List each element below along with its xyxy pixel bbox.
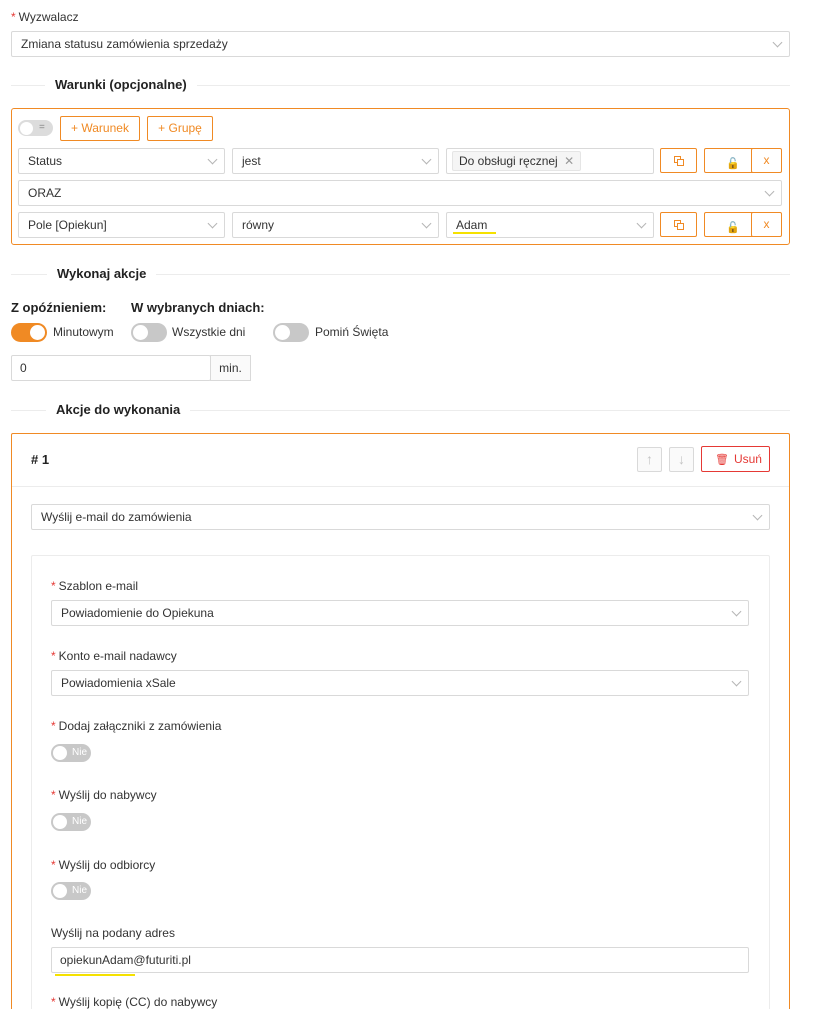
chevron-down-icon	[208, 155, 218, 165]
chevron-down-icon	[765, 187, 775, 197]
toggle-knob	[30, 325, 45, 340]
chevron-down-icon	[732, 607, 742, 617]
toggle-knob	[133, 325, 148, 340]
toggle-knob	[53, 884, 67, 898]
highlight-underline	[453, 232, 496, 234]
condition-field-value: Status	[28, 154, 63, 168]
minutes-toggle[interactable]	[11, 323, 47, 342]
add-condition-button[interactable]: + Warunek	[60, 116, 140, 141]
toggle-knob	[275, 325, 290, 340]
copy-icon	[674, 220, 685, 230]
conditions-title: Warunki (opcjonalne)	[45, 77, 197, 92]
copy-icon	[674, 156, 685, 166]
template-value: Powiadomienie do Opiekuna	[61, 606, 214, 620]
unlock-icon: 🔓	[726, 222, 740, 234]
condition-field-value: Pole [Opiekun]	[28, 218, 107, 232]
attach-label: * Dodaj załączniki z zamówienia	[51, 719, 222, 733]
connector-select[interactable]	[18, 180, 782, 206]
chevron-down-icon	[732, 677, 742, 687]
move-up-button[interactable]	[637, 447, 662, 472]
minutes-label: Minutowym	[53, 325, 114, 339]
toggle-text: Nie	[72, 747, 88, 758]
condition-value: Adam	[456, 218, 488, 232]
send-buyer-toggle[interactable]	[51, 813, 91, 831]
chevron-down-icon	[208, 219, 218, 229]
condition-field-select[interactable]	[18, 148, 225, 174]
address-input[interactable]: opiekunAdam@futuriti.pl	[51, 947, 749, 973]
duplicate-button[interactable]	[660, 148, 697, 173]
execute-title: Wykonaj akcje	[47, 266, 156, 281]
chevron-down-icon	[753, 511, 763, 521]
remove-condition-button[interactable]: x	[751, 212, 782, 237]
trigger-value: Zmiana statusu zamówienia sprzedaży	[21, 37, 228, 51]
delete-action-button[interactable]	[701, 446, 770, 472]
condition-value-select[interactable]	[446, 212, 654, 238]
condition-operator-value: jest	[242, 154, 261, 168]
toggle-text: =	[39, 122, 45, 133]
skip-holidays-label: Pomiń Święta	[315, 325, 389, 339]
send-recipient-label: * Wyślij do odbiorcy	[51, 858, 156, 872]
condition-operator-select[interactable]	[232, 148, 439, 174]
template-select[interactable]	[51, 600, 749, 626]
arrow-down-icon: ↓	[678, 451, 685, 467]
account-select[interactable]	[51, 670, 749, 696]
connector-value: ORAZ	[28, 186, 62, 200]
action-header-divider	[12, 486, 789, 487]
add-group-button[interactable]: + Grupę	[147, 116, 213, 141]
delay-input[interactable]: 0	[11, 355, 211, 381]
trigger-label: * Wyzwalacz	[11, 10, 79, 24]
days-label: W wybranych dniach:	[131, 300, 265, 315]
all-days-toggle[interactable]	[131, 323, 167, 342]
toggle-knob	[53, 815, 67, 829]
toggle-text: Nie	[72, 816, 88, 827]
close-icon[interactable]: ✕	[564, 154, 575, 168]
tag-label: Do obsługi ręcznej	[459, 154, 558, 168]
condition-value-tag	[452, 151, 581, 171]
send-buyer-label: * Wyślij do nabywcy	[51, 788, 157, 802]
account-value: Powiadomienia xSale	[61, 676, 176, 690]
delay-label: Z opóźnieniem:	[11, 300, 107, 315]
account-label: * Konto e-mail nadawcy	[51, 649, 177, 663]
condition-field-select[interactable]	[18, 212, 225, 238]
conditions-logic-toggle[interactable]	[18, 120, 53, 136]
chevron-down-icon	[637, 219, 647, 229]
chevron-down-icon	[422, 219, 432, 229]
action-type-value: Wyślij e-mail do zamówienia	[41, 510, 192, 524]
delete-label: Usuń	[733, 452, 762, 466]
template-label: * Szablon e-mail	[51, 579, 139, 593]
attach-toggle[interactable]	[51, 744, 91, 762]
all-days-label: Wszystkie dni	[172, 325, 246, 339]
toggle-knob	[53, 746, 67, 760]
duplicate-button[interactable]	[660, 212, 697, 237]
remove-condition-button[interactable]: x	[751, 148, 782, 173]
unlock-icon: 🔓	[726, 158, 740, 170]
highlight-underline	[55, 974, 135, 976]
skip-holidays-toggle[interactable]	[273, 323, 309, 342]
action-type-select[interactable]	[31, 504, 770, 530]
trigger-select[interactable]	[11, 31, 790, 57]
toggle-knob	[20, 122, 33, 135]
condition-operator-value: równy	[242, 218, 275, 232]
action-number: # 1	[31, 452, 50, 467]
address-label: Wyślij na podany adres	[51, 926, 175, 940]
condition-operator-select[interactable]	[232, 212, 439, 238]
actions-title: Akcje do wykonania	[46, 402, 190, 417]
trash-icon: 🗑	[715, 454, 729, 466]
chevron-down-icon	[422, 155, 432, 165]
delay-unit: min.	[210, 355, 251, 381]
send-recipient-toggle[interactable]	[51, 882, 91, 900]
cc-label: * Wyślij kopię (CC) do nabywcy	[51, 995, 218, 1009]
chevron-down-icon	[773, 38, 783, 48]
move-down-button[interactable]	[669, 447, 694, 472]
arrow-up-icon: ↑	[646, 451, 653, 467]
toggle-text: Nie	[72, 885, 88, 896]
